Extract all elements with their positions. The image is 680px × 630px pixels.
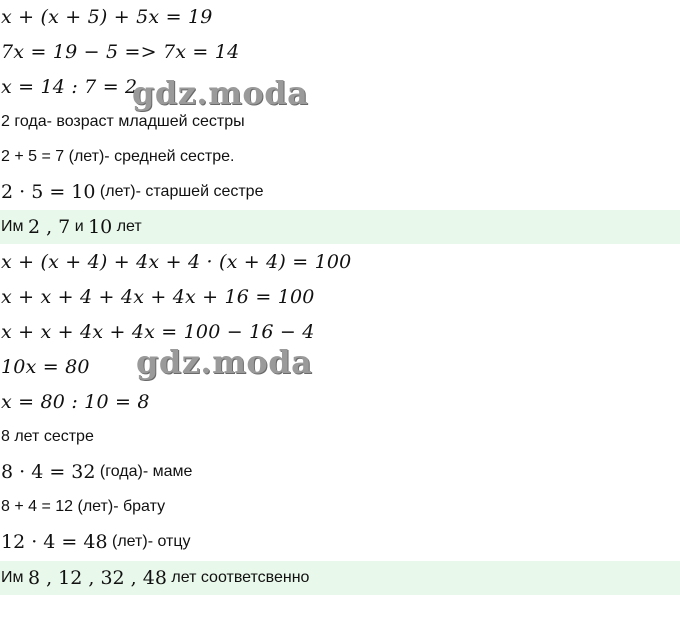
answer-prefix: Им [1, 218, 28, 235]
equation-line [0, 245, 680, 279]
line-text-part: (лет)- старшей сестре [95, 183, 264, 200]
equation-line [0, 0, 680, 34]
text-line [0, 420, 680, 454]
equation-line [0, 315, 680, 349]
answer-line [0, 561, 680, 595]
line-text-part: (лет)- отцу [107, 533, 191, 550]
answer-number: 2 , 7 [27, 216, 71, 238]
equation-text: x + x + 4x + 4x = 100 − 16 − 4 [1, 321, 315, 343]
text-line [0, 490, 680, 524]
answer-suffix: лет соответсвенно [166, 569, 310, 586]
equation-text: x + (x + 4) + 4x + 4 · (x + 4) = 100 [1, 251, 352, 273]
answer-number: 10 [88, 216, 113, 238]
answer-line [0, 210, 680, 244]
answer-number: 8 , 12 , 32 , 48 [27, 567, 167, 589]
line-number-part: 12 · 4 = 48 [1, 531, 108, 553]
watermark-logo: gdz.moda [136, 343, 313, 381]
answer-conjunction: и [70, 218, 89, 235]
mixed-line [0, 525, 680, 559]
equation-line [0, 35, 680, 69]
equation-text: x + (x + 5) + 5x = 19 [1, 6, 213, 28]
equation-text: 10x = 80 [1, 356, 90, 378]
answer-suffix: лет [112, 218, 142, 235]
equation-line [0, 280, 680, 314]
mixed-line [0, 175, 680, 209]
text-line [0, 105, 680, 139]
equation-text: x = 14 : 7 = 2 [1, 76, 138, 98]
line-number-part: 8 · 4 = 32 [1, 461, 96, 483]
line-number-part: 2 · 5 = 10 [1, 181, 96, 203]
equation-text: 7x = 19 − 5 => 7x = 14 [1, 41, 240, 63]
equation-line [0, 70, 680, 104]
line-text-part: (года)- маме [95, 463, 193, 480]
equation-line [0, 350, 680, 384]
answer-prefix: Им [1, 569, 28, 586]
line-text: 2 года- возраст младшей сестры [1, 113, 245, 130]
text-line [0, 140, 680, 174]
equation-text: x + x + 4 + 4x + 4x + 16 = 100 [1, 286, 315, 308]
equation-text: x = 80 : 10 = 8 [1, 391, 150, 413]
line-text: 2 + 5 = 7 (лет)- средней сестре. [1, 148, 235, 165]
watermark-logo: gdz.moda [132, 74, 309, 112]
line-text: 8 + 4 = 12 (лет)- брату [1, 498, 166, 515]
mixed-line [0, 455, 680, 489]
equation-line [0, 385, 680, 419]
line-text: 8 лет сестре [1, 428, 94, 445]
